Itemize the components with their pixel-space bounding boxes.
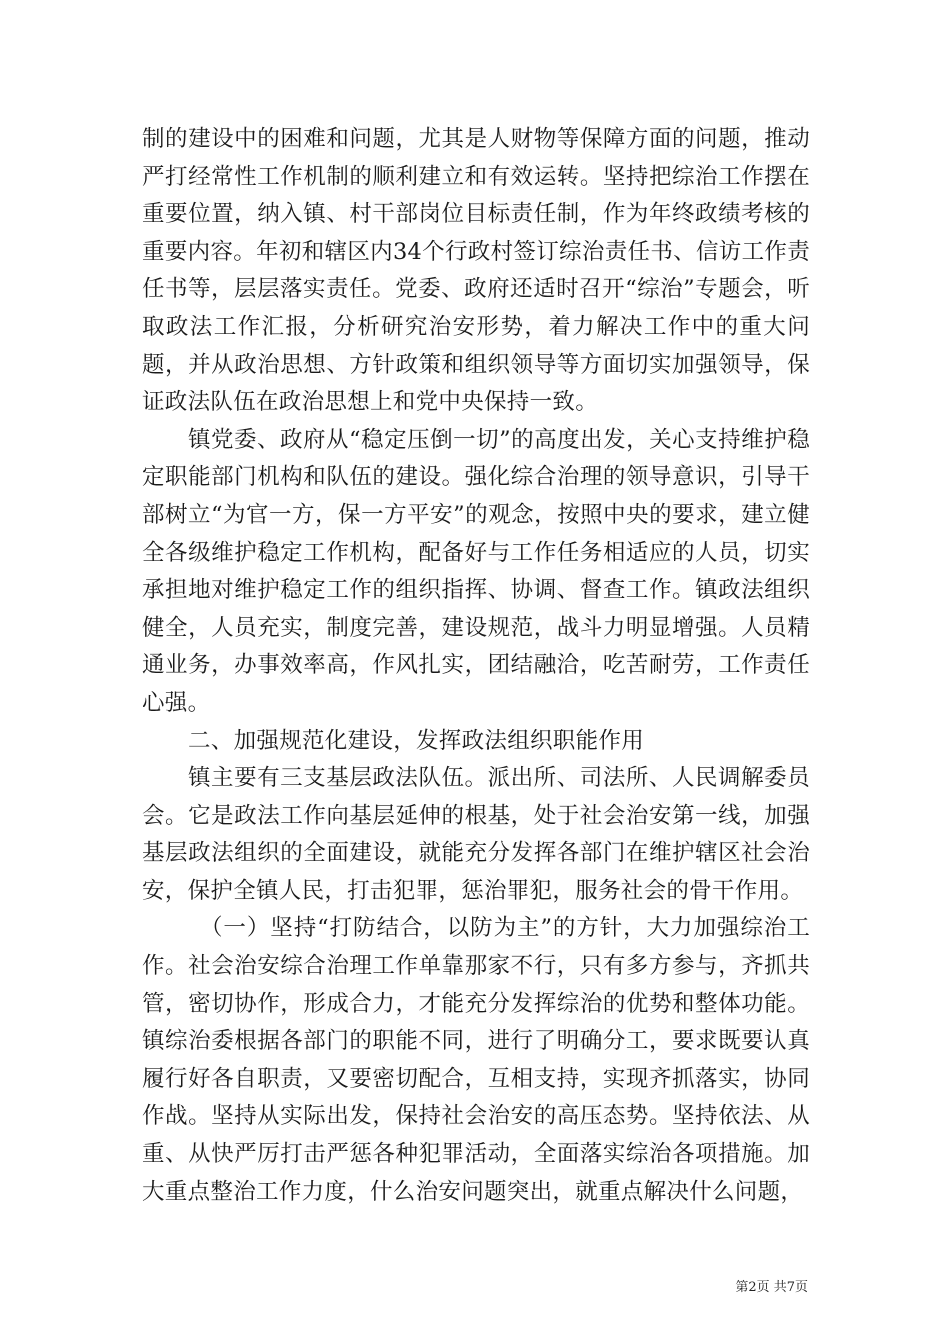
document-body: [142, 121, 810, 1211]
paragraph-organizations: 镇主要有三支基层政法队伍。派出所、司法所、人民调解委员会。它是政法工作向基层延伸的根基，处于社会治安第一线，加强基层政法组织的全面建设，就能充分发挥各部门在维护辖区社会治安，保护全镇人民，打击犯罪，惩治罪犯，服务社会的骨干作用。: [142, 765, 810, 904]
page-number: 第2页 共7页: [735, 1280, 808, 1295]
paragraph-subsection-one: （一）坚持“打防结合，以防为主”的方针，大力加强综治工作。社会治安综合治理工作单靠那家不行，只有多方参与，齐抓共管，密切协作，形成合力，才能充分发挥综治的优势和整体功能。镇综治委根据各部门的职能不同，进行了明确分工，要求既要认真履行好各自职责，又要密切配合，互相支持，实现齐抓落实，协同作战。坚持从实际出发，保持社会治安的高压态势。坚持依法、从重、从快严厉打击严惩各种犯罪活动，全面落实综治各项措施。加大重点整治工作力度，什么治安问题突出，就重点解决什么问题，: [142, 915, 810, 1205]
section-heading: 二、加强规范化建设，发挥政法组织职能作用: [188, 727, 645, 754]
paragraph-continuation: 制的建设中的困难和问题，尤其是人财物等保障方面的问题，推动严打经常性工作机制的顺利建立和有效运转。坚持把综治工作摆在重要位置，纳入镇、村干部岗位目标责任制，作为年终政绩考核的重要内容。年初和辖区内34个行政村签订综治责任书、信访工作责任书等，层层落实责任。党委、政府还适时召开“综治”专题会，听取政法工作汇报，分析研究治安形势，着力解决工作中的重大问题，并从政治思想、方针政策和组织领导等方面切实加强领导，保证政法队伍在政治思想上和党中央保持一致。: [142, 126, 810, 416]
paragraph-stability: 镇党委、政府从“稳定压倒一切”的高度出发，关心支持维护稳定职能部门机构和队伍的建设。强化综合治理的领导意识，引导干部树立“为官一方，保一方平安”的观念，按照中央的要求，建立健全各级维护稳定工作机构，配备好与工作任务相适应的人员，切实承担地对维护稳定工作的组织指挥、协调、督查工作。镇政法组织健全，人员充实，制度完善，建设规范，战斗力明显增强。人员精通业务，办事效率高，作风扎实，团结融洽，吃苦耐劳，工作责任心强。: [142, 426, 810, 716]
